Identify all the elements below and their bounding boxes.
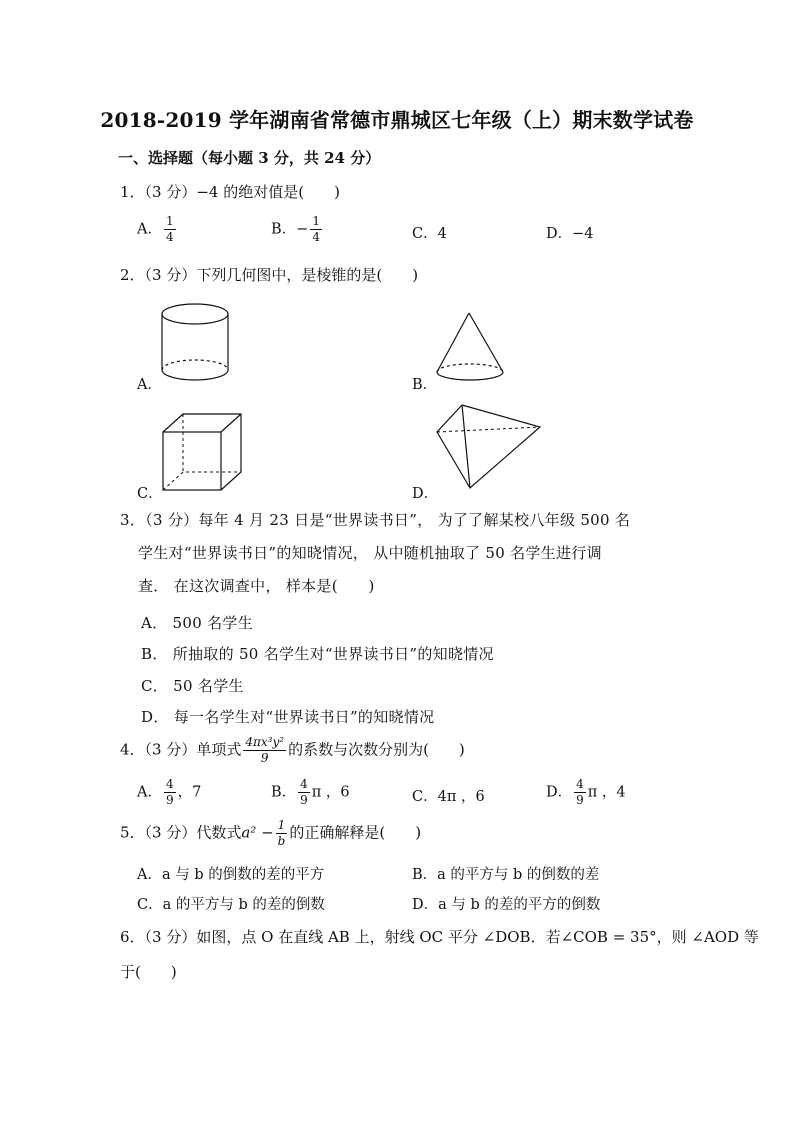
q4-option-c: C．4π ，6 [412, 789, 485, 805]
fraction-numerator: 1 [312, 214, 320, 228]
option-label: D． [546, 784, 573, 801]
monomial-fraction [243, 735, 286, 766]
fraction-numerator: 4 [300, 777, 308, 791]
option-label: B． [271, 784, 297, 801]
question-3-line-2: 学生对“世界读书日”的知晓情况， 从中随机抽取了 50 名学生进行调 [138, 544, 602, 562]
fraction-denominator: 9 [576, 793, 584, 807]
section-heading: 一、选择题（每小题 3 分，共 24 分） [118, 149, 381, 167]
q2-option-d-label: D． [412, 486, 439, 502]
fraction-numerator: 1 [165, 214, 174, 228]
q5-option-d: D．a 与 b 的差的平方的倒数 [412, 897, 601, 913]
cube-figure [158, 412, 248, 497]
fraction-numerator: 1 [276, 818, 288, 834]
question-6-line-1: 6．（3 分）如图，点 O 在直线 AB 上，射线 OC 平分 ∠DOB．若∠COB = 35°，则 ∠AOD 等 [120, 928, 759, 946]
option-label: A． [137, 784, 162, 801]
option-rest: ，7 [177, 784, 202, 801]
q3-option-b: B． 所抽取的 50 名学生对“世界读书日”的知晓情况 [141, 645, 494, 663]
pyramid-figure [432, 400, 547, 495]
q5-option-a: A．a 与 b 的倒数的差的平方 [137, 867, 325, 883]
fraction-denominator: b [277, 834, 286, 848]
question-3-line-1: 3．（3 分）每年 4 月 23 日是“世界读书日”， 为了了解某校八年级 500 名 [120, 511, 631, 529]
fraction [164, 214, 176, 245]
option-rest: π ，4 [587, 784, 626, 801]
q5-option-c: C．a 的平方与 b 的差的倒数 [137, 897, 325, 913]
question-2-stem: 2．（3 分）下列几何图中，是棱锥的是( ) [120, 266, 419, 284]
minus-sign: − [296, 221, 309, 238]
fraction [310, 214, 322, 245]
fraction [574, 777, 586, 808]
q5-option-b: B．a 的平方与 b 的倒数的差 [412, 867, 600, 883]
q2-option-a-label: A． [137, 377, 162, 393]
fraction-denominator: 4 [312, 230, 320, 244]
page-title: 2018-2019 学年湖南省常德市鼎城区七年级（上）期末数学试卷 [100, 108, 694, 132]
q4-option-d [546, 777, 626, 808]
q4-option-b [271, 777, 350, 808]
question-5-stem [120, 818, 421, 849]
fraction-denominator: 9 [300, 793, 308, 807]
fraction-denominator: 9 [260, 751, 269, 765]
q1-option-d: D．−4 [546, 226, 594, 242]
question-3-line-3: 查． 在这次调查中， 样本是( ) [138, 577, 375, 595]
q2-option-c-label: C． [137, 486, 163, 502]
fraction-denominator: 9 [165, 793, 174, 807]
q3-option-d: D． 每一名学生对“世界读书日”的知晓情况 [141, 708, 435, 726]
stem-prefix: 5．（3 分）代数式 [120, 823, 242, 842]
cylinder-figure [155, 300, 235, 390]
stem-suffix: 的系数与次数分别为( ) [288, 740, 465, 759]
q4-option-a [137, 777, 201, 808]
option-label: B． [271, 221, 297, 238]
question-4-stem [120, 735, 465, 766]
expression-fraction [276, 818, 288, 849]
q3-option-a: A． 500 名学生 [141, 614, 253, 632]
option-rest: π ，6 [311, 784, 350, 801]
q1-option-c: C．4 [412, 226, 447, 242]
question-1-stem: 1．（3 分）−4 的绝对值是( ) [120, 183, 340, 201]
question-6-line-2: 于( ) [120, 963, 177, 981]
option-label: A． [137, 221, 162, 238]
stem-prefix: 4．（3 分）单项式 [120, 740, 242, 759]
q1-option-b [271, 214, 324, 245]
fraction [298, 777, 310, 808]
stem-suffix: 的正确解释是( ) [289, 823, 422, 842]
q3-option-c: C． 50 名学生 [141, 677, 244, 695]
fraction-numerator: 4 [576, 777, 584, 791]
fraction-numerator: 4πx³y² [245, 735, 285, 749]
fraction [164, 777, 176, 808]
q2-option-b-label: B． [412, 377, 438, 393]
expression-term: a² − [241, 823, 274, 842]
fraction-numerator: 4 [165, 777, 174, 791]
q1-option-a [137, 214, 178, 245]
fraction-denominator: 4 [165, 230, 174, 244]
cone-figure [432, 308, 512, 388]
